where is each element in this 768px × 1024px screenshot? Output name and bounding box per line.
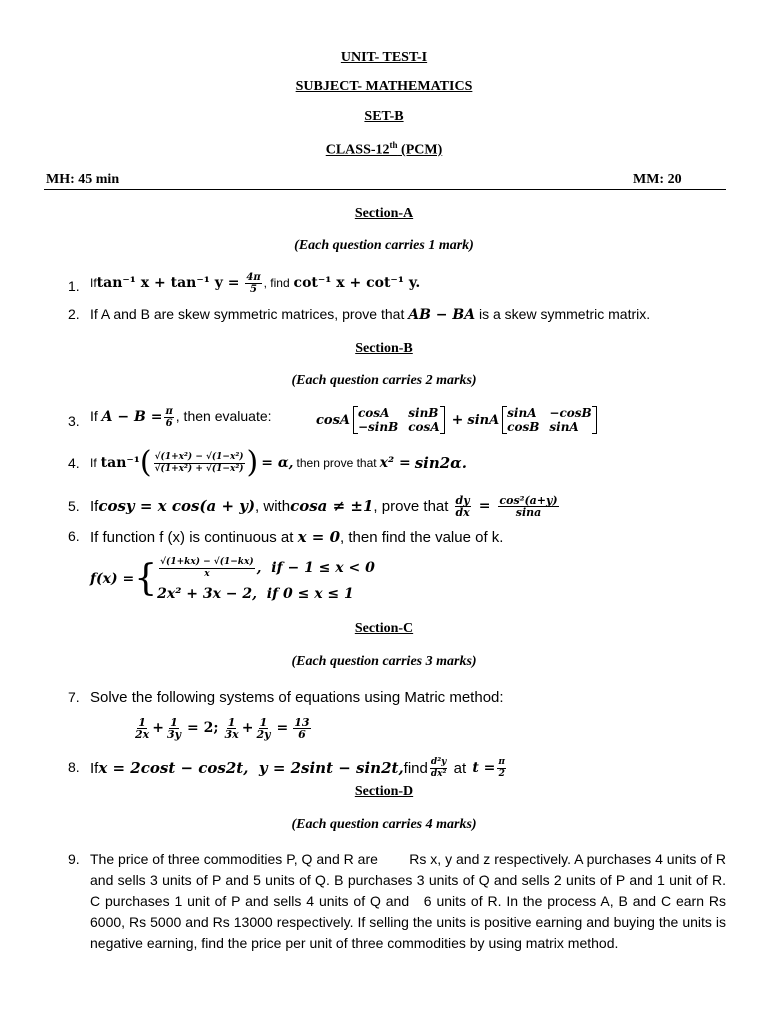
max-marks: MM: 20 bbox=[633, 172, 682, 187]
question-5 bbox=[0, 488, 768, 524]
q4-fraction bbox=[154, 452, 245, 475]
class-title bbox=[0, 140, 768, 159]
q3-expr: A − B = bbox=[101, 409, 163, 426]
q8-t-frac bbox=[497, 757, 506, 780]
q5-eq: = bbox=[478, 498, 491, 514]
subject-title: SUBJECT- MATHEMATICS bbox=[295, 79, 473, 94]
q8-t-num: π bbox=[498, 756, 505, 767]
q1-number: 1. bbox=[68, 278, 80, 294]
q5-rhs bbox=[498, 495, 558, 518]
q7-eq2: = bbox=[276, 720, 289, 736]
class-sup: th bbox=[389, 140, 398, 150]
q7-f1-num: 1 bbox=[138, 715, 146, 729]
q7-f5-num: 13 bbox=[294, 715, 310, 729]
q5-rhs-den: sina bbox=[515, 505, 542, 519]
q3-frac-den: 6 bbox=[165, 418, 173, 429]
q3-plus: + bbox=[451, 412, 464, 428]
question-8 bbox=[0, 752, 768, 784]
q4-if: If bbox=[90, 456, 97, 470]
q5-deriv bbox=[454, 495, 470, 518]
q8-number: 8. bbox=[68, 759, 80, 775]
q3-frac-num: π bbox=[165, 406, 173, 417]
q3-m1-a: cosA bbox=[358, 406, 390, 420]
q8-deriv-num: d²y bbox=[430, 756, 447, 767]
q3-m2-c: cosB bbox=[507, 420, 540, 434]
section-d-note: (Each question carries 4 marks) bbox=[291, 817, 477, 832]
set-title: SET-B bbox=[364, 109, 404, 124]
q3-m1-d: cosA bbox=[408, 420, 440, 434]
q7-number: 7. bbox=[68, 689, 80, 705]
q6-expr: x = 0 bbox=[297, 528, 341, 546]
class-main: CLASS-12 bbox=[325, 142, 390, 158]
q7-frac-5 bbox=[293, 717, 310, 740]
q5-text2: , with bbox=[255, 497, 291, 515]
q4-x2: x² = bbox=[379, 455, 411, 471]
q7-f3-den: 3x bbox=[224, 727, 239, 741]
q4-lparen: ( bbox=[139, 445, 152, 480]
q3-m2-b: −cosB bbox=[549, 406, 592, 420]
q4-rparen: ) bbox=[246, 445, 259, 480]
q6-case1-num: √(1+kx) − √(1−kx) bbox=[160, 556, 254, 567]
q4-tan: tan⁻¹ bbox=[100, 455, 140, 471]
q6-text2: , then find the value of k. bbox=[340, 529, 504, 546]
q9-text: The price of three commodities P, Q and R are Rs x, y and z respectively. A purchases 4 units of R and sells 3 units of P and 5 units of Q. B purchases 3 units of Q and sells 2 units of P and 1 unit of R. C purchases 1 unit of P and sells 4 units of Q and 6 units of R. In the process A, B and C earn Rs 6000, Rs 5000 and Rs 13000 respectively. If selling the units is positive earning and buying the units is negative earning, find the price per unit of three commodities by using matrix method. bbox=[90, 851, 730, 951]
q6-number: 6. bbox=[68, 528, 80, 544]
q2-expr: AB − BA bbox=[408, 307, 476, 323]
q5-expr2: cosa ≠ ±1 bbox=[290, 497, 374, 515]
q2-text2: is a skew symmetric matrix. bbox=[475, 306, 651, 322]
q8-if: If bbox=[90, 759, 99, 777]
q7-f4-num: 1 bbox=[259, 715, 268, 729]
q8-expr: x = 2cost − cos2t, y = 2sint − sin2t, bbox=[98, 759, 404, 777]
q4-number: 4. bbox=[68, 455, 80, 471]
q3-m1-b: sinB bbox=[408, 406, 439, 420]
q4-result: sin2α. bbox=[414, 454, 467, 472]
section-c-note: (Each question carries 3 marks) bbox=[291, 654, 477, 669]
q3-m2-a: sinA bbox=[507, 406, 537, 420]
question-1 bbox=[0, 272, 768, 302]
q7-plus-2: + bbox=[241, 720, 254, 736]
q7-eq1: = 2; bbox=[187, 720, 219, 736]
q9-number: 9. bbox=[68, 851, 80, 867]
q7-equations bbox=[132, 710, 313, 746]
q6-case1-cond: , if − 1 ≤ x < 0 bbox=[256, 560, 375, 576]
q3-text1: If bbox=[90, 408, 102, 425]
q4-frac-num: √(1+x²) − √(1−x²) bbox=[154, 451, 244, 462]
question-3 bbox=[0, 404, 768, 440]
q7-frac-4 bbox=[255, 717, 271, 740]
q6-case1-frac bbox=[159, 557, 254, 580]
q5-rhs-num: cos²(a+y) bbox=[499, 493, 558, 507]
header-rule bbox=[44, 189, 726, 190]
q1-if: If bbox=[90, 276, 97, 291]
q7-f5-den: 6 bbox=[298, 727, 306, 741]
q3-m1-c: −sinB bbox=[358, 420, 399, 434]
q1-fraction bbox=[245, 272, 261, 295]
q7-frac-1 bbox=[134, 717, 150, 740]
q8-t: t = bbox=[472, 760, 496, 776]
q8-t-den: 2 bbox=[498, 768, 505, 779]
q2-number: 2. bbox=[68, 306, 80, 322]
q7-f3-num: 1 bbox=[227, 715, 236, 729]
section-b-title: Section-B bbox=[355, 341, 413, 356]
time-limit: MH: 45 min bbox=[46, 172, 120, 187]
question-4 bbox=[0, 442, 768, 484]
q5-number: 5. bbox=[68, 498, 80, 514]
q3-matrix-2 bbox=[502, 406, 596, 434]
q3-m2-d: sinA bbox=[549, 420, 579, 434]
q3-sin: sinA bbox=[467, 412, 500, 428]
q4-eq: = α, bbox=[261, 455, 294, 471]
q3-fraction bbox=[164, 406, 173, 429]
q1-frac-num: 4π bbox=[246, 272, 261, 283]
q5-text3: , prove that bbox=[373, 497, 449, 515]
q6-brace: { bbox=[134, 558, 158, 599]
q1-find: , find bbox=[263, 276, 290, 291]
q8-deriv-den: dx² bbox=[430, 768, 447, 779]
q6-text1: If function f (x) is continuous at bbox=[90, 529, 298, 546]
q7-f4-den: 2y bbox=[256, 727, 271, 741]
q7-text: Solve the following systems of equations using Matric method: bbox=[90, 689, 504, 706]
q7-frac-2 bbox=[166, 717, 182, 740]
q3-cos: cosA bbox=[316, 412, 350, 428]
q4-frac-den: √(1+x²) + √(1−x²) bbox=[154, 463, 244, 474]
q7-f1-den: 2x bbox=[135, 727, 150, 741]
q6-fx: f(x) = bbox=[90, 571, 135, 587]
q1-expr1: tan⁻¹ x + tan⁻¹ y = bbox=[96, 275, 240, 292]
q3-text2: , then evaluate: bbox=[175, 408, 272, 425]
q4-text: then prove that bbox=[296, 456, 377, 470]
q6-piecewise bbox=[90, 551, 375, 607]
q5-expr1: cosy = x cos(a + y) bbox=[98, 497, 256, 515]
section-a-title: Section-A bbox=[354, 206, 414, 221]
q1-expr2: cot⁻¹ x + cot⁻¹ y. bbox=[293, 275, 421, 292]
q5-dy: dy bbox=[455, 493, 470, 507]
q1-frac-den: 5 bbox=[250, 284, 257, 295]
q8-deriv bbox=[430, 757, 448, 780]
section-c-title: Section-C bbox=[354, 621, 414, 636]
q5-dx: dx bbox=[455, 505, 470, 519]
section-b-note: (Each question carries 2 marks) bbox=[291, 373, 477, 388]
q6-case1-den: x bbox=[204, 568, 210, 579]
q6-case2: 2x² + 3x − 2, if 0 ≤ x ≤ 1 bbox=[157, 585, 354, 602]
q8-find: find bbox=[403, 759, 428, 777]
section-d-title: Section-D bbox=[354, 784, 414, 799]
q8-at: at bbox=[449, 759, 471, 777]
q7-frac-3 bbox=[224, 717, 240, 740]
q7-plus-1: + bbox=[152, 720, 164, 736]
section-a-note: (Each question carries 1 mark) bbox=[294, 238, 474, 253]
q7-f2-num: 1 bbox=[170, 715, 178, 729]
test-title: UNIT- TEST-I bbox=[340, 50, 428, 65]
q5-text1: If bbox=[90, 497, 99, 515]
q7-f2-den: 3y bbox=[166, 727, 181, 741]
q2-text1: If A and B are skew symmetric matrices, prove that bbox=[90, 306, 409, 322]
q3-number: 3. bbox=[68, 413, 80, 429]
class-tail: (PCM) bbox=[397, 142, 443, 158]
q3-matrix-1 bbox=[353, 406, 445, 434]
